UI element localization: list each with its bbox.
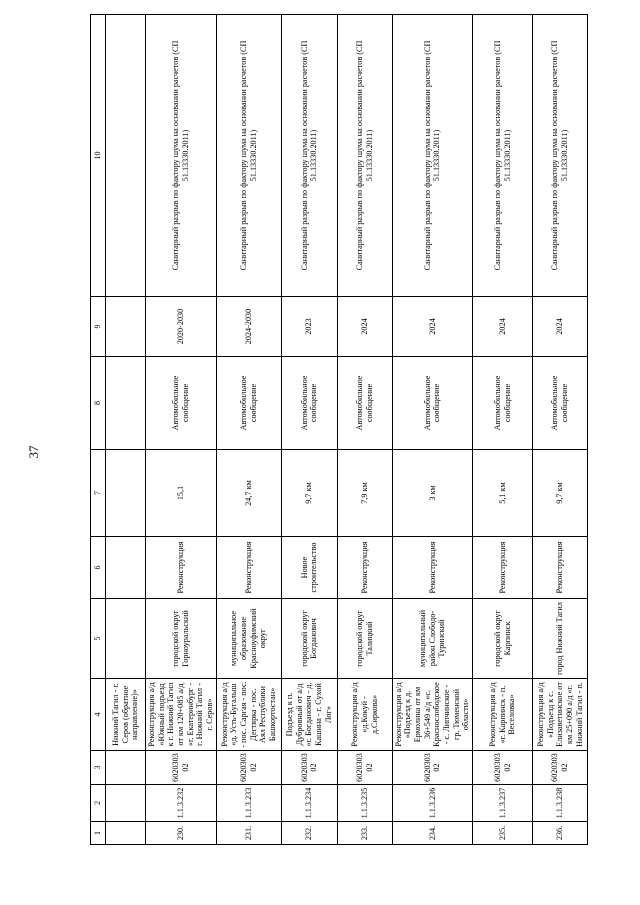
header-cell: 9 [91,297,106,357]
header-cell: 4 [91,679,106,751]
length-cell: 24,7 км [216,450,281,537]
zone-cell: Санитарный разрыв по фактору шума на основании расчетов (СП 51.13330.2011) [146,15,217,297]
table-cell [106,537,146,599]
objects-table [90,14,588,845]
zone-cell: Санитарный разрыв по фактору шума на основании расчетов (СП 51.13330.2011) [392,15,472,297]
code-cell: 1.1.3.232 [146,785,217,822]
table-cell [106,751,146,785]
zone-cell: Санитарный разрыв по фактору шума на основании расчетов (СП 51.13330.2011) [216,15,281,297]
purpose-cell: Автомобильное сообщение [146,357,217,450]
header-cell: 6 [91,537,106,599]
header-cell: 5 [91,599,106,679]
okato-cell: 602030302 [337,751,392,785]
header-cell: 7 [91,450,106,537]
purpose-cell: Автомобильное сообщение [216,357,281,450]
location-cell: город Нижний Тагил [533,599,588,679]
table-row [392,15,472,845]
table-row [216,15,281,845]
zone-cell: Санитарный разрыв по фактору шума на основании расчетов (СП 51.13330.2011) [281,15,337,297]
table-row [146,15,217,845]
length-cell: 5,1 км [473,450,533,537]
length-cell: 9,7 км [281,450,337,537]
length-cell: 3 км [392,450,472,537]
period-cell: 2024 [533,297,588,357]
work-type-cell: Реконструкция [533,537,588,599]
period-cell: 2023 [281,297,337,357]
period-cell: 2024 [337,297,392,357]
purpose-cell: Автомобильное сообщение [473,357,533,450]
table-cell [106,785,146,822]
header-cell: 2 [91,785,106,822]
table-cell [106,297,146,357]
period-cell: 2024-2030 [216,297,281,357]
table-cell [106,599,146,679]
okato-cell: 602030302 [533,751,588,785]
okato-cell: 602030302 [392,751,472,785]
table-cell [106,822,146,845]
okato-cell: 602030302 [216,751,281,785]
table-row [473,15,533,845]
object-name-cell: Реконструкция а/д «Южный подъезд к г. Нижний Тагил от км 120+085 а/д «г. Екатеринбург - г. Нижний Тагил - г. Серов» [146,679,217,751]
code-cell: 1.1.3.236 [392,785,472,822]
object-name-cell: Реконструкция а/д «г. Карпинск - п. Веселовка» [473,679,533,751]
row-number-cell: 231. [216,822,281,845]
code-cell: 1.1.3.238 [533,785,588,822]
code-cell: 1.1.3.233 [216,785,281,822]
code-cell: 1.1.3.237 [473,785,533,822]
period-cell: 2024 [473,297,533,357]
period-cell: 2020-2030 [146,297,217,357]
okato-cell: 602030302 [473,751,533,785]
length-cell: 9,7 км [533,450,588,537]
zone-cell: Санитарный разрыв по фактору шума на основании расчетов (СП 51.13330.2011) [473,15,533,297]
purpose-cell: Автомобильное сообщение [281,357,337,450]
row-number-cell: 232. [281,822,337,845]
header-cell: 1 [91,822,106,845]
table-cell [106,450,146,537]
location-cell: городской округ Талицкий [337,599,392,679]
object-name-cell: Подъезд к п. Дубровный от а/д «г. Богданович - д. Кашина - г. Сухой Лог» [281,679,337,751]
object-name-cell: Реконструкция а/д «д. Усть-Бугалыш - пос. Саргая - пос. Дегтярка - пос. Аял Республики Башкортостан» [216,679,281,751]
purpose-cell: Автомобильное сообщение [533,357,588,450]
object-name-cell: Реконструкция а/д «Подъезд к д. Ермолина от км 36+549 а/д «с. Краснослободское - с. Липчинское - гр. Тюменской области» [392,679,472,751]
length-cell: 15,1 [146,450,217,537]
table-viewport [90,15,584,845]
page-number: 37 [26,445,41,459]
period-cell: 2024 [392,297,472,357]
okato-cell: 602030302 [146,751,217,785]
table-row [281,15,337,845]
table-cell [106,357,146,450]
table-row [533,15,588,845]
location-cell: муниципальное образование Красноуфимский округ [216,599,281,679]
table-cell [106,15,146,297]
work-type-cell: Реконструкция [473,537,533,599]
object-name-cell: Реконструкция а/д «Подъезд к с. Елизаветинское от км 25+090 а/д «г. Нижний Тагил - п. [533,679,588,751]
object-name-cell: Реконструкция а/д «д.Кокуй - д.Сиркова» [337,679,392,751]
header-cell: 3 [91,751,106,785]
purpose-cell: Автомобильное сообщение [392,357,472,450]
location-cell: городской округ Горноуральский [146,599,217,679]
header-cell: 10 [91,15,106,297]
length-cell: 7,9 км [337,450,392,537]
work-type-cell: Реконструкция [216,537,281,599]
object-name-cell: Нижний Тагил - г. Серов (обратное направление)» [106,679,146,751]
work-type-cell: Реконструкция [146,537,217,599]
work-type-cell: Новое строительство [281,537,337,599]
continuation-row [106,15,146,845]
header-cell: 8 [91,357,106,450]
row-number-cell: 236. [533,822,588,845]
okato-cell: 602030302 [281,751,337,785]
row-number-cell: 230. [146,822,217,845]
location-cell: муниципальный район Слободо-Туринский [392,599,472,679]
zone-cell: Санитарный разрыв по фактору шума на основании расчетов (СП 51.13330.2011) [533,15,588,297]
row-number-cell: 233. [337,822,392,845]
purpose-cell: Автомобильное сообщение [337,357,392,450]
work-type-cell: Реконструкция [337,537,392,599]
row-number-cell: 235. [473,822,533,845]
row-number-cell: 234. [392,822,472,845]
location-cell: городской округ Карпинск [473,599,533,679]
work-type-cell: Реконструкция [392,537,472,599]
zone-cell: Санитарный разрыв по фактору шума на основании расчетов (СП 51.13330.2011) [337,15,392,297]
location-cell: городской округ Богданович [281,599,337,679]
header-row [91,15,106,845]
table-row [337,15,392,845]
code-cell: 1.1.3.234 [281,785,337,822]
code-cell: 1.1.3.235 [337,785,392,822]
